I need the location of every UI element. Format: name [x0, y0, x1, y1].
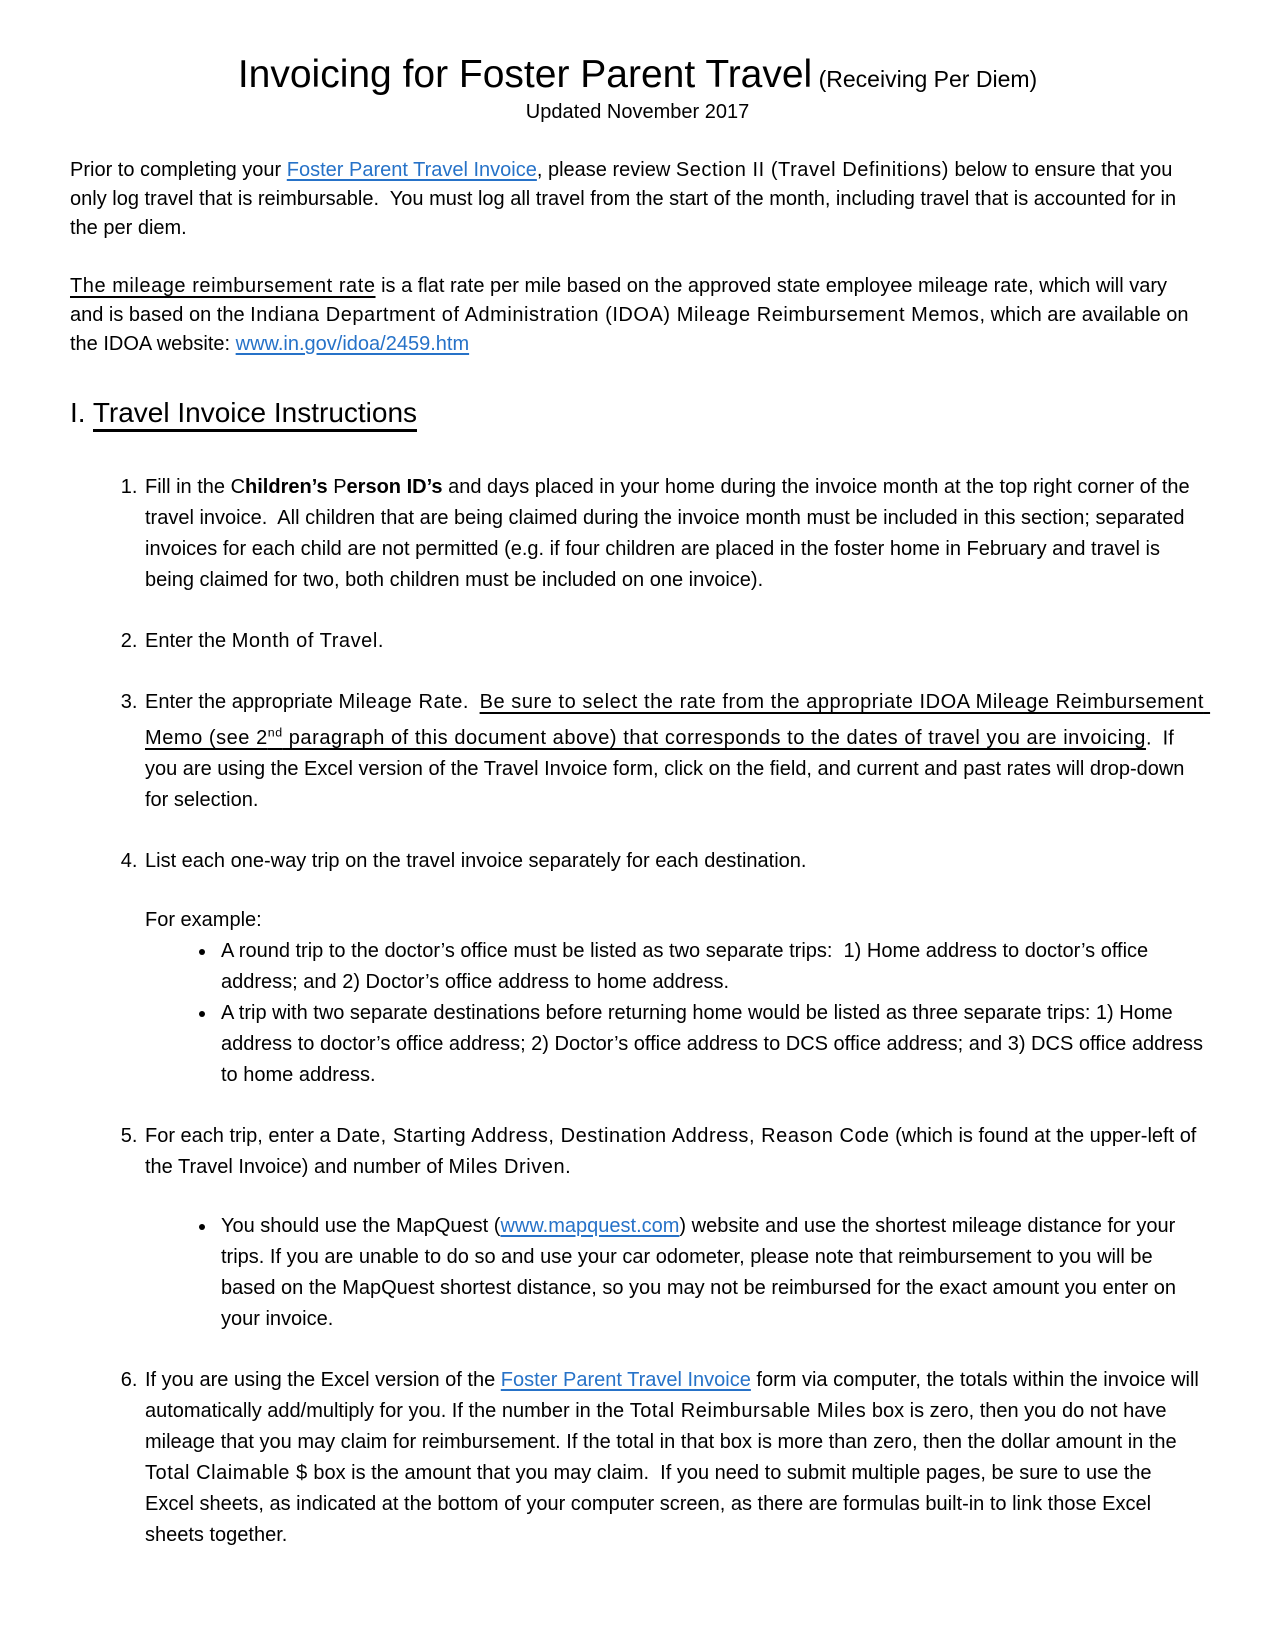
list-item-1 — [143, 472, 1205, 596]
text-run: and days placed in your home during the invoice month at the top right corner of the travel invoice. All children that are being claimed during the invoice month must be included in this section; separated invoices for each child are not permitted (e.g. if four children are placed in the foster home in February and travel is being claimed for two, both children must be included on one invoice). — [145, 475, 1196, 591]
list-item-5 — [143, 1121, 1205, 1335]
text-run: Fill in the C — [145, 475, 246, 498]
bullet-item — [217, 936, 1205, 998]
instructions-list — [70, 472, 1211, 1552]
idoa-website-link[interactable]: www.in.gov/idoa/2459.htm — [235, 332, 470, 355]
text-run: . — [377, 629, 384, 652]
subtitle: Updated November 2017 — [525, 100, 750, 123]
title-main: Invoicing for Foster Parent Travel — [237, 53, 813, 96]
section-heading — [70, 395, 1205, 430]
alt-text-run: Date, Starting Address, Destination Address, Reason Code — [336, 1125, 890, 1148]
text-run: below to ensure that you only log travel that is reimbursable. You must log all travel from the start of the month, including travel that is accounted for in the per diem. — [70, 158, 1182, 239]
text-run: A round trip to the doctor’s office must be listed as two separate trips: 1) Home address to doctor’s office address; and 2) Doctor’s office address to home address. — [221, 940, 1154, 994]
text-run: form via computer, the totals within the invoice will automatically add/multiply for you. If the number in the — [145, 1369, 1205, 1423]
example-bullet-list — [145, 936, 1209, 1091]
list-item-6 — [143, 1365, 1205, 1551]
text-run: Be sure to select the rate from the appropriate IDOA Mileage Reimbursement Memo (see 2 — [145, 690, 1211, 750]
text-run: Prior to completing your — [70, 158, 287, 181]
intro-paragraph-1 — [70, 156, 1205, 243]
page-title — [70, 52, 1205, 99]
text-run: List each one-way trip on the travel invoice separately for each destination. — [145, 850, 807, 873]
alt-text-run: Indiana Department of Administration (IDOA) Mileage Reimbursement Memos — [250, 303, 980, 326]
text-run: Enter the — [145, 629, 232, 652]
title-suffix: (Receiving Per Diem) — [812, 66, 1038, 92]
text-run: Enter the appropriate — [145, 690, 339, 713]
bold-text-run: hildren’s — [245, 475, 328, 498]
document-header — [70, 52, 1205, 124]
text-run: For each trip, enter a — [145, 1125, 337, 1148]
text-run: ) website and use the shortest mileage distance for your trips. If you are unable to do so and use your car odometer, please note that reimbursement to you will be based on the MapQuest shortest distance, so you may not be reimbursed for the exact amount you enter on your invoice. — [221, 1215, 1182, 1331]
intro-paragraph-2 — [70, 272, 1205, 359]
alt-text-run: Miles Driven — [448, 1156, 566, 1179]
superscript: nd — [267, 725, 283, 740]
bold-text-run: erson ID’s — [346, 475, 443, 498]
text-run: . — [462, 690, 480, 713]
text-run: paragraph of this document above) that corresponds to the dates of travel you are invoicing — [282, 727, 1146, 750]
text-run: . — [565, 1156, 571, 1179]
text-run: A trip with two separate destinations before returning home would be listed as three separate trips: 1) Home address to doctor’s office address; 2) Doctor’s office address to DCS office address; and 3) DCS office address to home address. — [221, 1002, 1209, 1087]
text-run: is a flat rate per mile based on the approved state employee mileage rate, which will vary and is based on the — [70, 274, 1173, 326]
section-title: Travel Invoice Instructions — [93, 397, 417, 432]
alt-text-run: Month of Travel — [231, 629, 378, 652]
text-run: , which are available on the IDOA website: — [70, 303, 1195, 355]
foster-parent-travel-invoice-link[interactable]: Foster Parent Travel Invoice — [286, 158, 537, 181]
text-run: If you are using the Excel version of the — [145, 1369, 501, 1392]
underlined-phrase: The mileage reimbursement rate — [70, 274, 376, 297]
for-example-label: For example: — [145, 909, 262, 932]
list-item-4 — [143, 846, 1209, 1091]
alt-text-run: Total Reimbursable Miles — [629, 1400, 867, 1423]
text-run: You should use the MapQuest ( — [221, 1215, 501, 1238]
foster-parent-travel-invoice-link-2[interactable]: Foster Parent Travel Invoice — [500, 1369, 751, 1392]
mapquest-link[interactable]: www.mapquest.com — [500, 1215, 680, 1238]
text-run: . If you are using the Excel version of the Travel Invoice form, click on the field, and current and past rates will drop-down for selection. — [145, 727, 1190, 812]
list-item-3 — [143, 687, 1211, 817]
list-item-2 — [143, 626, 1205, 657]
section-number: I. — [70, 396, 93, 428]
bullet-item — [217, 1211, 1205, 1335]
text-run: (which is found at the upper-left of the Travel Invoice) and number of — [145, 1125, 1202, 1179]
alt-text-run: Mileage Rate — [338, 690, 463, 713]
text-run: box is zero, then you do not have mileage that you may claim for reimbursement. If the total in that box is more than zero, then the dollar amount in the — [145, 1400, 1183, 1454]
text-run: box is the amount that you may claim. If you need to submit multiple pages, be sure to use the Excel sheets, as indicated at the bottom of your computer screen, as there are formulas built-in to link those Excel sheets together. — [145, 1462, 1158, 1547]
note-bullet-list — [145, 1211, 1205, 1335]
text-run: , please review — [536, 158, 676, 181]
alt-text-run: Total Claimable $ — [145, 1462, 308, 1485]
bullet-item — [217, 998, 1209, 1091]
text-run: P — [327, 475, 347, 498]
alt-text-run: Section II (Travel Definitions) — [675, 158, 949, 181]
